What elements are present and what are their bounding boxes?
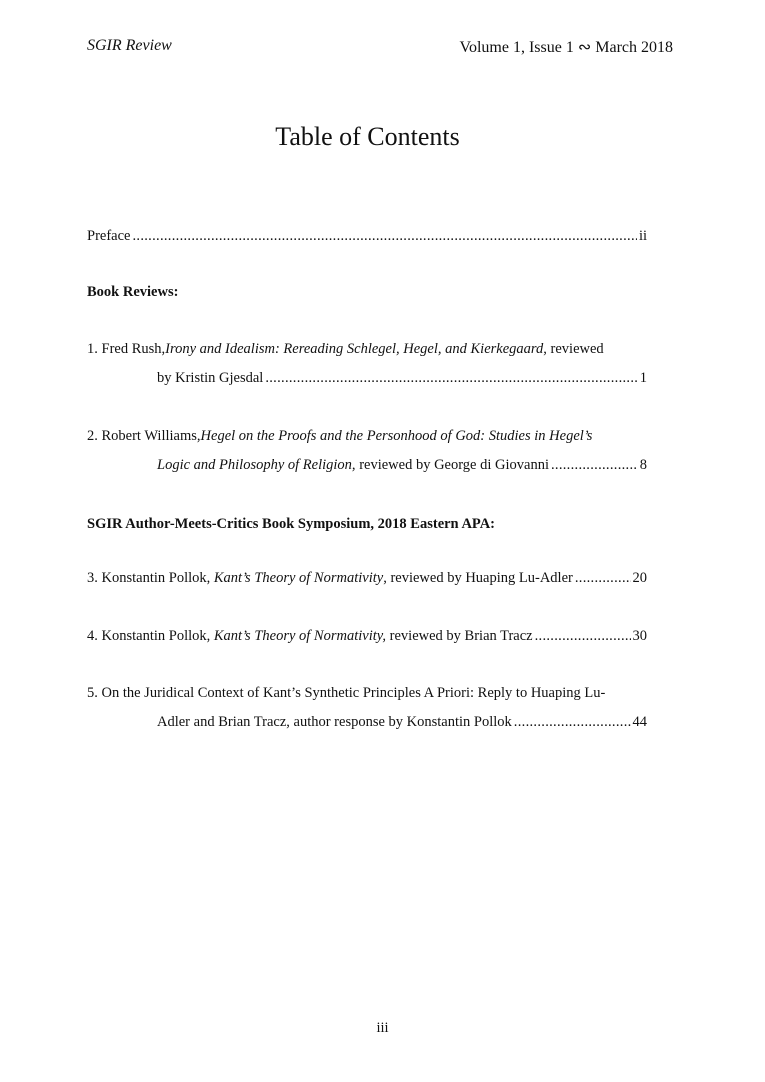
entry-prefix: 2. Robert Williams, (87, 428, 201, 444)
page-title: Table of Contents (275, 122, 460, 151)
entry-work-title: Kant’s Theory of Normativity (213, 570, 384, 586)
entry-reviewer: reviewed by George di Giovanni (355, 457, 549, 473)
entry-prefix: 4. Konstantin Pollok, (87, 628, 214, 644)
page-number: 8 (639, 457, 647, 473)
toc-entry-3[interactable] (87, 564, 647, 593)
journal-name: SGIR Review (87, 37, 172, 54)
section-heading-symposium: SGIR Author-Meets-Critics Book Symposium, 2018 Eastern APA: (87, 516, 496, 532)
leader-dots (535, 622, 631, 651)
entry-prefix: 3. Konstantin Pollok, (87, 570, 214, 586)
page-folio: iii (376, 1020, 389, 1036)
entry-work-title: Kant’s Theory of Normativity, (213, 628, 387, 644)
toc-entry-1[interactable] (87, 335, 647, 393)
page-number: 20 (632, 570, 647, 586)
toc-entry-5[interactable] (87, 679, 647, 737)
entry-suffix: , reviewed (543, 341, 604, 357)
entry-title-cont: Adler and Brian Tracz, author response by Konstantin Pollok (157, 714, 512, 730)
page-number: 44 (632, 714, 647, 730)
entry-prefix: 1. Fred Rush, (87, 341, 166, 357)
leader-dots (514, 708, 631, 737)
entry-title: 5. On the Juridical Context of Kant’s Synthetic Principles A Priori: Reply to Huaping Lu- (87, 685, 606, 701)
entry-work-title: Irony and Idealism: Rereading Schlegel, Hegel, and Kierkegaard (165, 341, 544, 357)
page-number: 1 (639, 370, 647, 386)
entry-suffix: , reviewed by Huaping Lu-Adler (383, 570, 573, 586)
section-heading-book-reviews: Book Reviews: (87, 284, 179, 300)
toc-entry-4[interactable] (87, 622, 647, 651)
leader-dots (132, 222, 636, 251)
entry-work-title: Hegel on the Proofs and the Personhood of God: Studies in Hegel’s (200, 428, 593, 444)
entry-label: Preface (87, 228, 131, 244)
entry-suffix: reviewed by Brian Tracz (386, 628, 533, 644)
leader-dots (551, 451, 638, 480)
page-number: 30 (632, 628, 647, 644)
entry-reviewer: by Kristin Gjesdal (157, 370, 264, 386)
toc-entry-2[interactable] (87, 422, 647, 480)
entry-work-title-cont: Logic and Philosophy of Religion, (157, 457, 356, 473)
issue-info: Volume 1, Issue 1 ∾ March 2018 (459, 39, 673, 56)
page-number: ii (638, 228, 647, 244)
leader-dots (265, 364, 637, 393)
toc-entry-preface[interactable] (87, 222, 647, 251)
leader-dots (575, 564, 631, 593)
